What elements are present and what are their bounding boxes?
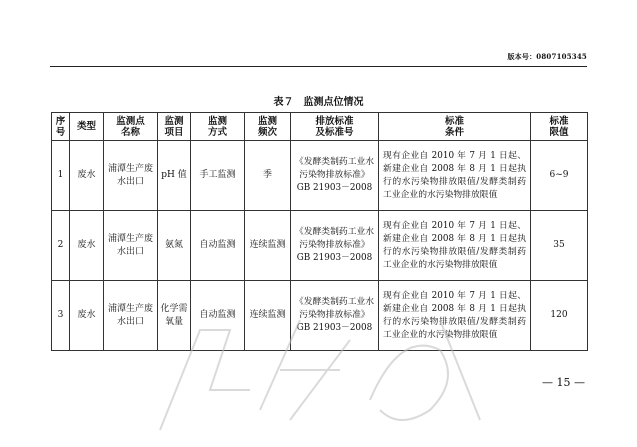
cell-no: 1 xyxy=(52,141,70,211)
cell-method: 手工监测 xyxy=(191,141,245,211)
header-method: 监测 方式 xyxy=(191,113,245,141)
cell-limit: 6~9 xyxy=(531,141,588,211)
version-number: 版本号：0807105345 xyxy=(507,52,587,61)
cell-no: 2 xyxy=(52,211,70,281)
cell-standard: 《发酵类制药工业水污染物排放标准》 GB 21903－2008 xyxy=(291,281,379,351)
cell-item: pH 值 xyxy=(158,141,191,211)
cell-condition: 现有企业自 2010 年 7 月 1 日起、新建企业自 2008 年 8 月 1 日起执行的水污染物排放限值/发酵类制药工业企业的水污染物排放限值 xyxy=(379,211,531,281)
table-title: 表７ 监测点位情况 xyxy=(273,97,364,108)
cell-condition: 现有企业自 2010 年 7 月 1 日起、新建企业自 2008 年 8 月 1 日起执行的水污染物排放限值/发酵类制药工业企业的水污染物排放限值 xyxy=(379,141,531,211)
table-row xyxy=(52,211,588,281)
cell-point-name: 浦潭生产废水出口 xyxy=(104,281,158,351)
cell-method: 自动监测 xyxy=(191,281,245,351)
table-row xyxy=(52,281,588,351)
header-condition: 标准 条件 xyxy=(379,113,531,141)
header-point-name: 监测点 名称 xyxy=(104,113,158,141)
cell-item: 氨氮 xyxy=(158,211,191,281)
cell-no: 3 xyxy=(52,281,70,351)
cell-limit: 120 xyxy=(531,281,588,351)
header-type: 类型 xyxy=(70,113,104,141)
cell-type: 废水 xyxy=(70,281,104,351)
cell-frequency: 连续监测 xyxy=(245,211,291,281)
header-frequency: 监测 频次 xyxy=(245,113,291,141)
header-limit: 标准 限值 xyxy=(531,113,588,141)
cell-item: 化学需氧量 xyxy=(158,281,191,351)
table-header-row xyxy=(52,113,588,141)
cell-type: 废水 xyxy=(70,141,104,211)
cell-frequency: 连续监测 xyxy=(245,281,291,351)
cell-condition: 现有企业自 2010 年 7 月 1 日起、新建企业自 2008 年 8 月 1 日起执行的水污染物排放限值/发酵类制药工业企业的水污染物排放限值 xyxy=(379,281,531,351)
header-no: 序 号 xyxy=(52,113,70,141)
header-divider xyxy=(50,66,587,67)
cell-standard: 《发酵类制药工业水污染物排放标准》 GB 21903－2008 xyxy=(291,141,379,211)
cell-frequency: 季 xyxy=(245,141,291,211)
cell-type: 废水 xyxy=(70,211,104,281)
header-standard: 排放标准 及标准号 xyxy=(291,113,379,141)
header-item: 监测 项目 xyxy=(158,113,191,141)
cell-point-name: 浦潭生产废水出口 xyxy=(104,211,158,281)
cell-method: 自动监测 xyxy=(191,211,245,281)
page-number: — 15 — xyxy=(542,376,585,389)
cell-point-name: 浦潭生产废水出口 xyxy=(104,141,158,211)
cell-standard: 《发酵类制药工业水污染物排放标准》 GB 21903－2008 xyxy=(291,211,379,281)
cell-limit: 35 xyxy=(531,211,588,281)
table-row xyxy=(52,141,588,211)
monitoring-points-table xyxy=(51,112,588,351)
